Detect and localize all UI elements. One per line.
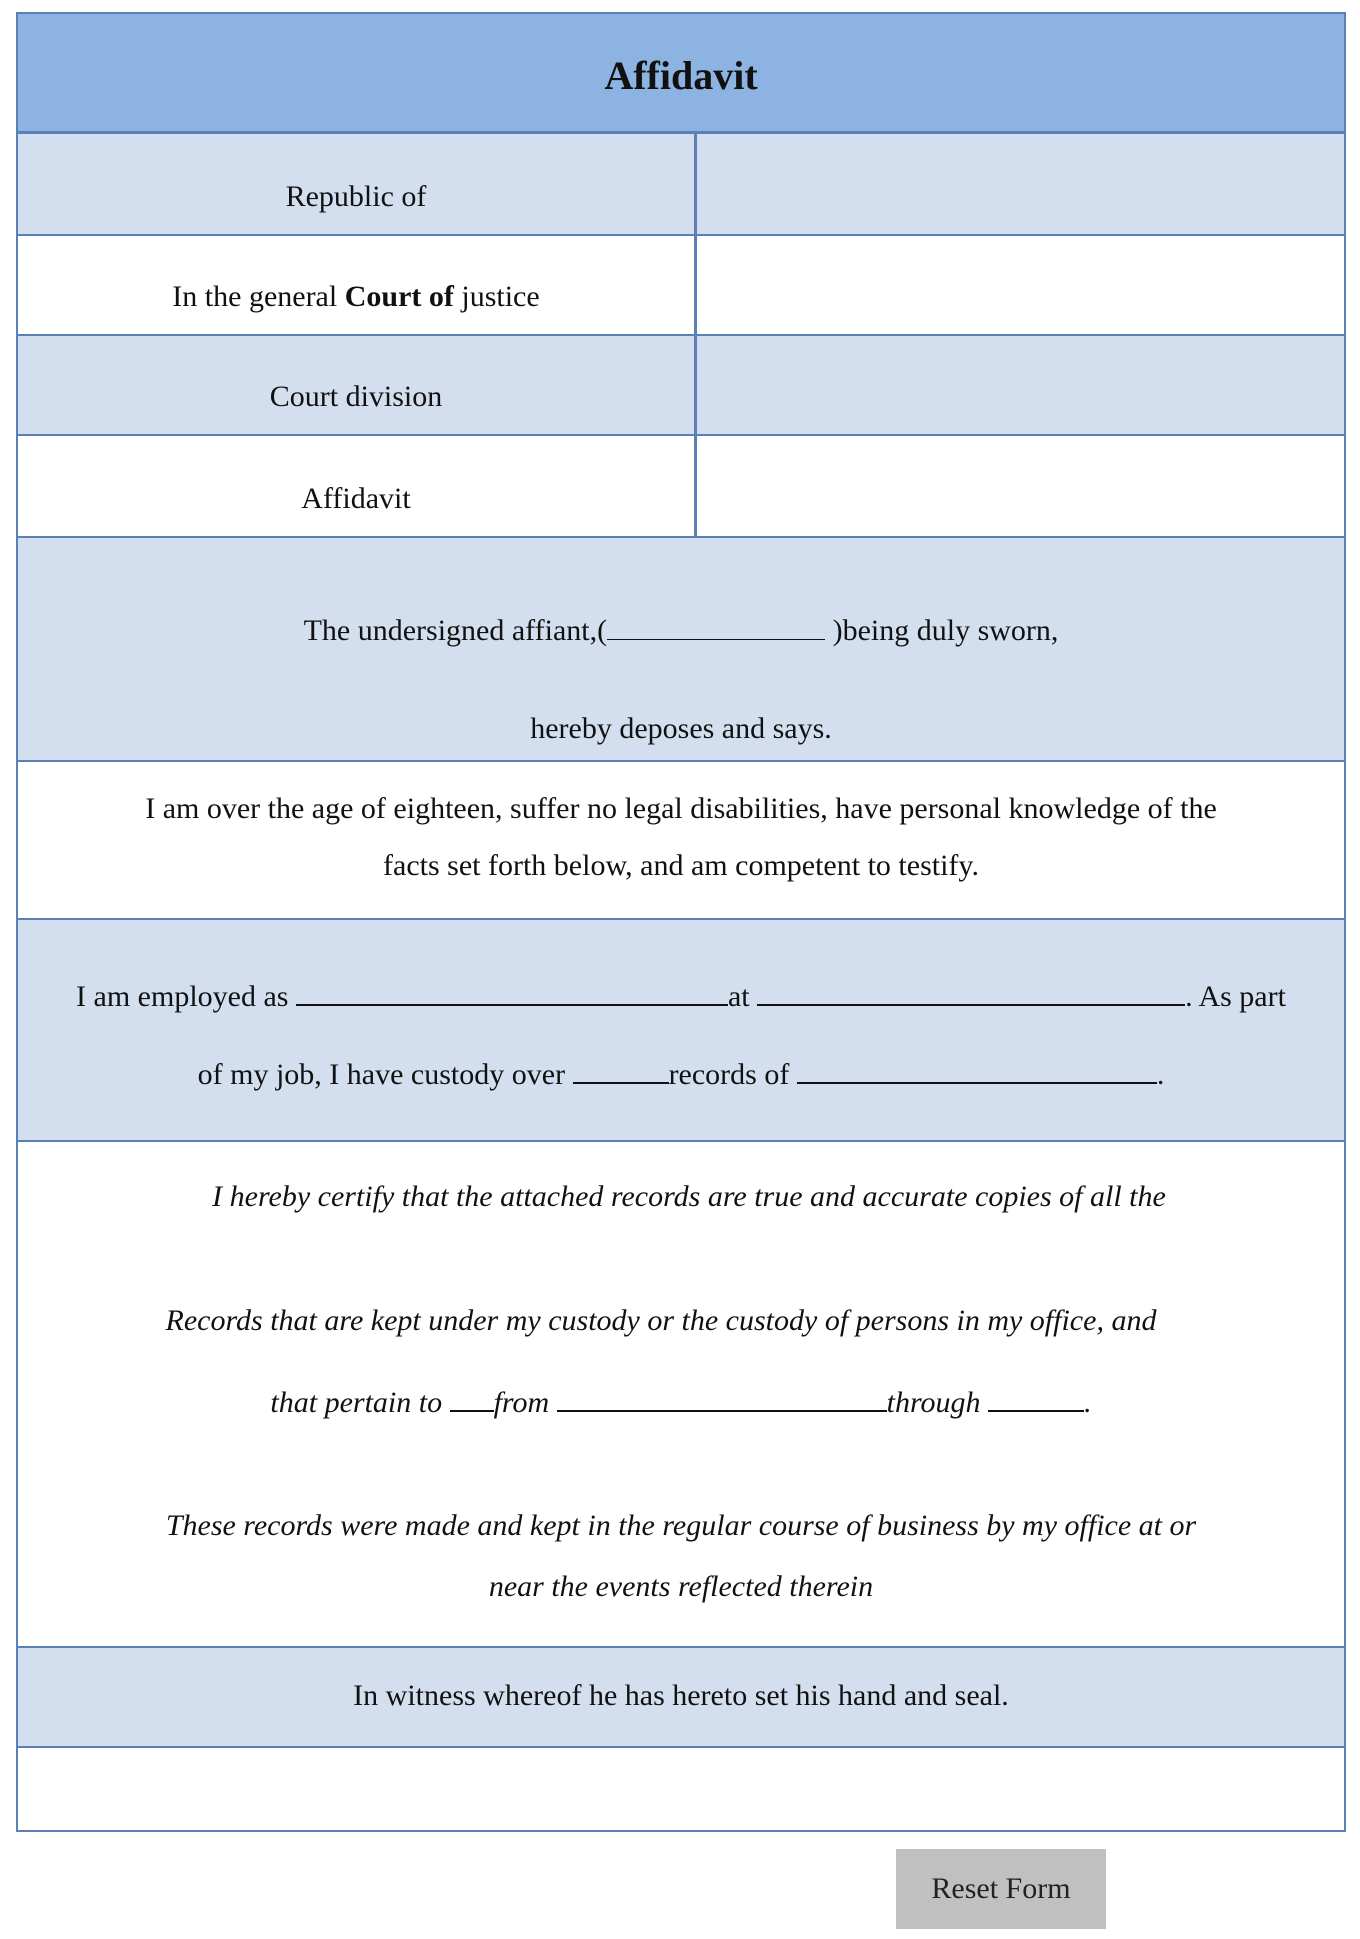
division-input[interactable] [697,336,1344,434]
age-line-2: facts set forth below, and am competent to testify. [383,849,979,882]
court-input[interactable] [697,236,1344,334]
affidavit-label: Affidavit [301,482,411,515]
from-date-blank[interactable] [557,1409,887,1412]
employer-blank[interactable] [757,1003,1185,1006]
affidavit-input[interactable] [697,436,1344,536]
employment-section [18,920,1344,1142]
witness-section [18,1648,1344,1748]
records-count-blank[interactable] [573,1081,669,1084]
age-section [18,762,1344,920]
pertain-to-blank[interactable] [450,1409,494,1412]
signature-row [18,1748,1344,1830]
republic-row [18,134,1344,236]
certify-line-5: near the events reflected therein [488,1570,874,1603]
court-label: In the general Court of justice [172,280,540,313]
employment-line-2: of my job, I have custody over records of . [197,1058,1165,1091]
affiant-name-blank[interactable] [607,638,825,640]
court-row [18,236,1344,336]
affiant-line-1: The undersigned affiant,( )being duly sworn, [303,614,1059,647]
age-line-1: I am over the age of eighteen, suffer no legal disabilities, have personal knowledge of the [145,792,1217,825]
signature-input[interactable] [18,1748,1344,1830]
certify-section [18,1142,1344,1648]
through-date-blank[interactable] [988,1409,1084,1412]
form-title: Affidavit [604,53,758,98]
affiant-section [18,538,1344,762]
division-row [18,336,1344,436]
republic-label: Republic of [285,180,427,213]
certify-line-1: I hereby certify that the attached records are true and accurate copies of all the [212,1180,1166,1213]
certify-line-3: that pertain to from through . [270,1386,1092,1419]
certify-line-2: Records that are kept under my custody or the custody of persons in my office, and [165,1304,1157,1337]
employment-line-1: I am employed as at . As part [76,980,1286,1013]
affidavit-form [16,12,1346,1832]
certify-line-4: These records were made and kept in the regular course of business by my office at or [165,1509,1197,1542]
division-label: Court division [269,380,443,413]
reset-form-button[interactable]: Reset Form [896,1849,1106,1929]
records-of-blank[interactable] [797,1081,1157,1084]
job-title-blank[interactable] [296,1003,728,1006]
witness-line: In witness whereof he has hereto set his hand and seal. [353,1679,1009,1712]
title-row [18,14,1344,134]
affidavit-row [18,436,1344,538]
republic-input[interactable] [697,134,1344,234]
affiant-line-2: hereby deposes and says. [530,712,832,745]
